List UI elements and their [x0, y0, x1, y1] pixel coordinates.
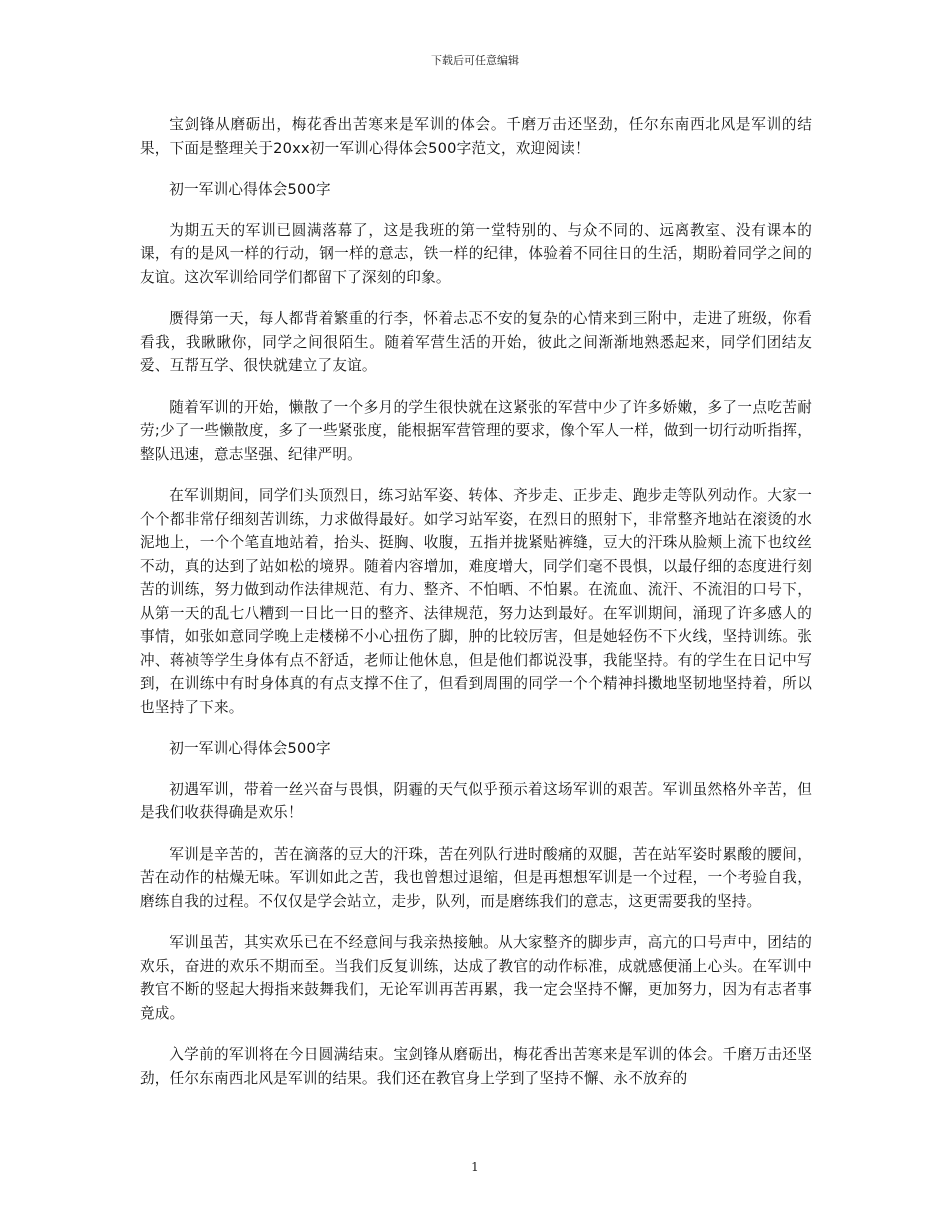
intro-paragraph: 宝剑锋从磨砺出，梅花香出苦寒来是军训的体会。千磨万击还坚劲，任尔东南西北风是军训的结果，下面是整理关于20xx初一军训心得体会500字范文，欢迎阅读！	[140, 116, 812, 157]
document-body	[140, 113, 812, 1108]
body-paragraph: 赝得第一天，每人都背着繁重的行李，怀着忐忑不安的复杂的心情来到三附中，走进了班级，你看看我，我瞅瞅你，同学之间很陌生。随着军营生活的开始，彼此之间渐渐地熟悉起来，同学们团结友爱、互帮互学、很快就建立了友谊。	[140, 310, 812, 374]
section-title: 初一军训心得体会500字	[169, 740, 331, 757]
body-paragraph: 军训是辛苦的，苦在滴落的豆大的汗珠，苦在列队行进时酸痛的双腿，苦在站军姿时累酸的腰间，苦在动作的枯燥无味。军训如此之苦，我也曾想过退缩，但是再想想军训是一个过程，一个考验自我，磨练自我的过程。不仅仅是学会站立，走步，队列，而是磨练我们的意志，这更需要我的坚持。	[140, 845, 812, 910]
body-paragraph: 军训虽苦，其实欢乐已在不经意间与我亲热接触。从大家整齐的脚步声，高亢的口号声中，团结的欢乐，奋进的欢乐不期而至。当我们反复训练，达成了教官的动作标准，成就感便涌上心头。在军训中教官不断的竖起大拇指来鼓舞我们，无论军训再苦再累，我一定会坚持不懈，更加努力，因为有志者事竟成。	[140, 934, 812, 1022]
body-paragraph: 随着军训的开始，懒散了一个多月的学生很快就在这紧张的军营中少了许多娇嫩，多了一点吃苦耐劳;少了一些懒散度，多了一些紧张度，能根据军营管理的要求，像个军人一样，做到一切行动听指挥，整队迅速，意志坚强、纪律严明。	[140, 398, 812, 463]
section-title: 初一军训心得体会500字	[169, 181, 331, 198]
body-paragraph: 在军训期间，同学们头顶烈日，练习站军姿、转体、齐步走、正步走、跑步走等队列动作。大家一个个都非常仔细刻苦训练，力求做得最好。如学习站军姿，在烈日的照射下，非常整齐地站在滚烫的水泥地上，一个个笔直地站着，抬头、挺胸、收腹，五指并拢紧贴裤缝，豆大的汗珠从脸颊上流下也纹丝不动，真的达到了站如松的境界。随着内容增加，难度增大，同学们毫不畏惧，以最仔细的态度进行刻苦的训练，努力做到动作法律规范、有力、整齐、不怕晒、不怕累。在流血、流汗、不流泪的口号下，从第一天的乱七八糟到一日比一日的整齐、法律规范，努力达到最好。在军训期间，涌现了许多感人的事情，如张如意同学晚上走楼梯不小心扭伤了脚，肿的比较厉害，但是她轻伤不下火线，坚持训练。张冲、蒋祯等学生身体有点不舒适，老师让他休息，但是他们都说没事，我能坚持。有的学生在日记中写到，在训练中有时身体真的有点支撑不住了，但看到周围的同学一个个精神抖擞地坚韧地坚持着，所以也坚持了下来。	[140, 487, 812, 716]
body-paragraph: 入学前的军训将在今日圆满结束。宝剑锋从磨砺出，梅花香出苦寒来是军训的体会。千磨万击还坚劲，任尔东南西北风是军训的结果。我们还在教官身上学到了坚持不懈、永不放弃的	[140, 1046, 812, 1087]
page-number: 1	[471, 1160, 479, 1174]
body-paragraph: 初遇军训，带着一丝兴奋与畏惧，阴霾的天气似乎预示着这场军训的艰苦。军训虽然格外辛苦，但是我们收获得确是欢乐！	[140, 780, 812, 821]
page-header: 下载后可任意编辑	[431, 54, 519, 67]
body-paragraph: 为期五天的军训已圆满落幕了，这是我班的第一堂特别的、与众不同的、远离教室、没有课本的课，有的是风一样的行动，钢一样的意志，铁一样的纪律，体验着不同往日的生活，期盼着同学之间的友谊。这次军训给同学们都留下了深刻的印象。	[140, 221, 812, 286]
